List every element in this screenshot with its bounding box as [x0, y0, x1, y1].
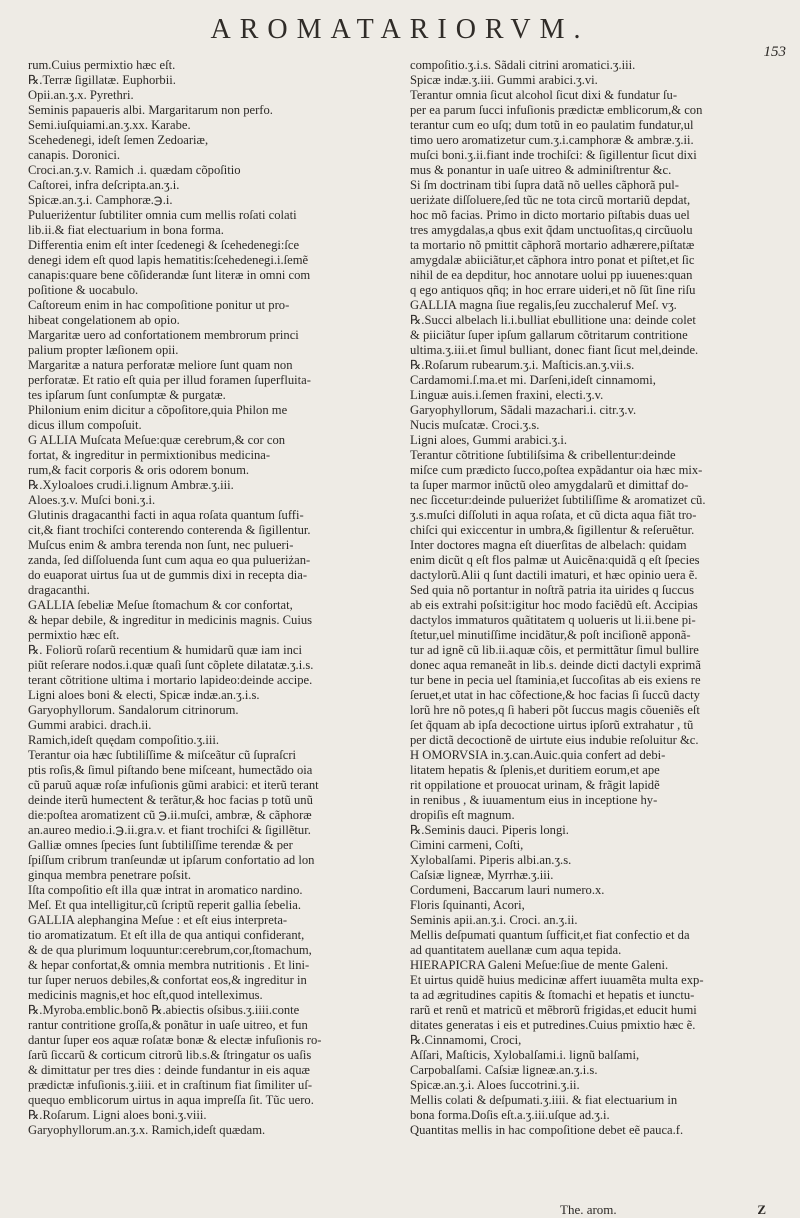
text-line: Et uirtus quidẽ huius medicinæ affert iuuamẽta multa exp-: [410, 973, 704, 987]
text-line: & dimittatur per tres dies : deinde fundantur in eis aquæ: [28, 1063, 310, 1077]
text-line: Meſ. Et qua intelligitur,cũ ſcriptũ reperit gallia ſebelia.: [28, 898, 301, 912]
text-line: Floris ſquinanti, Acori,: [410, 898, 525, 912]
text-line: compoſitio.ʒ.i.s. Sãdali citrini aromatici.ʒ.iii.: [410, 58, 636, 72]
text-line: rarũ et renũ et matricũ et mẽbrorũ frigidas,et educit humi: [410, 1003, 697, 1017]
text-line: ℞. Foliorũ roſarũ recentium & humidarũ quæ iam inci: [28, 643, 302, 657]
text-line: prædictæ infuſionis.ʒ.iiii. et in craſtinum fiat ſimiliter uſ-: [28, 1078, 313, 1092]
text-line: GALLIA magna ſiue regalis,ſeu zucchaleruf Meſ. vʒ.: [410, 298, 677, 312]
text-line: die:poſtea aromatizent cũ ℈.ii.muſci, ambræ, & cãphoræ: [28, 808, 312, 822]
text-line: canapis:quare bene cõſiderandæ ſunt literæ in omni com: [28, 268, 311, 282]
text-line: tur ad ignẽ cũ lib.ii.aquæ cõis, et permittãtur ſimul bullire: [410, 643, 699, 657]
text-line: hoc mõ facias. Primo in dicto mortario piſtabis duas uel: [410, 208, 690, 222]
text-line: amygdalæ abiiciãtur,et cãphora intro ponat et piſtet,et ſic: [410, 253, 695, 267]
text-line: Terantur oia hæc ſubtiliſſime & miſceãtur cũ ſupraſcri: [28, 748, 297, 762]
text-line: rit oppilatione et prouocat urinam, & frãgit lapidẽ: [410, 778, 660, 792]
text-line: Quantitas mellis in hac compoſitione debet eẽ pauca.f.: [410, 1123, 684, 1137]
text-line: GALLIA alephangina Meſue : et eſt eius interpreta-: [28, 913, 288, 927]
text-line: Spicæ.an.ʒ.i. Camphoræ.℈.i.: [28, 193, 173, 207]
text-line: muſci boni.ʒ.ii.fiant inde trochiſci: & ſigillentur ſicut dixi: [410, 148, 697, 162]
text-line: ta mortario nõ pmittit cãphorã mortario adhærere,piſtatæ: [410, 238, 695, 252]
text-line: rantur contritione groſſa,& ponãtur in uaſe uitreo, et fun: [28, 1018, 308, 1032]
text-line: dragacanthi.: [28, 583, 90, 597]
text-line: GALLIA ſebeliæ Meſue ſtomachum & cor confortat,: [28, 598, 293, 612]
text-line: Differentia enim eſt inter ſcedenegi & ſcehedenegi:ſce: [28, 238, 300, 252]
text-line: Scehedenegi, ideſt ſemen Zedoariæ,: [28, 133, 209, 147]
text-line: Linguæ auis.i.ſemen fraxini, electi.ʒ.v.: [410, 388, 604, 402]
text-line: tur ſuper neruos debiles,& confortat eos,& ingreditur in: [28, 973, 307, 987]
text-line: donec aqua remaneãt in lib.s. deinde dicti dactyli exprimã: [410, 658, 701, 672]
text-line: Garyophyllorum. Sandalorum citrinorum.: [28, 703, 239, 717]
text-line: bona forma.Doſis eſt.a.ʒ.iii.uſque ad.ʒ.i.: [410, 1108, 610, 1122]
text-line: medicinis magnis,et hoc eſt,quod intelleximus.: [28, 988, 263, 1002]
text-line: ginqua membra penetrare poſsit.: [28, 868, 191, 882]
text-line: Glutinis dragacanthi facti in aqua roſata quantum ſuffi-: [28, 508, 304, 522]
text-line: Mellis deſpumati quantum ſufficit,et fiat confectio et da: [410, 928, 690, 942]
text-line: litatem hepatis & ſplenis,et duritiem eorum,et ape: [410, 763, 660, 777]
text-line: rum,& facit corporis & oris odorem bonum.: [28, 463, 250, 477]
text-line: HIERAPICRA Galeni Meſue:ſiue de mente Galeni.: [410, 958, 669, 972]
text-line: ueriżate diſſoluere,ſed tũc ne tota circũ mortariũ depdat,: [410, 193, 691, 207]
text-line: Ligni aloes, Gummi arabici.ʒ.i.: [410, 433, 568, 447]
text-line: Margaritæ uero ad confortationem membrorum princi: [28, 328, 299, 342]
text-line: enim dicũt q eſt flos palmæ ut Auicẽna:quidã q eſt ſpecies: [410, 553, 700, 567]
signature-mark: Z: [757, 1202, 766, 1217]
text-line: Cordumeni, Baccarum lauri numero.x.: [410, 883, 605, 897]
text-line: ta ſuper marmor inũctũ oleo amygdalarũ et dimittaf do-: [410, 478, 689, 492]
text-line: Philonium enim dicitur a cõpoſitore,quia Philon me: [28, 403, 288, 417]
text-line: ſet q̃quam ab ipſa decoctione uirtus ipſorũ extrahatur , tũ: [410, 718, 694, 732]
text-line: & hepar confortat,& omnia membra nutritionis . Et lini-: [28, 958, 310, 972]
text-line: Caſtoreum enim in hac compoſitione ponitur ut pro-: [28, 298, 290, 312]
text-line: ſeruet,et utat in hac cõfectione,& hoc facias ſi ſuccũ dacty: [410, 688, 700, 702]
text-line: nihil de ea depditur, hoc annotare uolui pp iuuenes:quan: [410, 268, 693, 282]
text-line: ad quantitatem auellanæ cum aqua tepida.: [410, 943, 622, 957]
text-line: tio aromatizatum. Et eſt illa de qua antiqui confiderant,: [28, 928, 305, 942]
text-line: & piiciãtur ſuper ipſum gallarum cõtritarum contritione: [410, 328, 688, 342]
text-line: dropiſis eſt magnum.: [410, 808, 515, 822]
text-line: Muſcus enim & ambra terenda non ſunt, nec pulueri-: [28, 538, 294, 552]
text-line: ℞.Cinnamomi, Croci,: [410, 1033, 522, 1047]
text-line: Terantur omnia ſicut alcohol ſicut dixi & fundatur ſu-: [410, 88, 678, 102]
text-line: Semi.iuſquiami.an.ʒ.xx. Karabe.: [28, 118, 191, 132]
text-line: Cimini carmeni, Coſti,: [410, 838, 524, 852]
text-line: Sed quia nõ portantur in noſtrã patria ita uirides q ſuccus: [410, 583, 694, 597]
text-line: poſitione & uocabulo.: [28, 283, 139, 297]
text-line: Margaritæ a natura perforatæ meliore ſunt quam non: [28, 358, 293, 372]
text-line: Mellis colati & deſpumati.ʒ.iiii. & fiat electuarium in: [410, 1093, 678, 1107]
text-line: tres amygdalas,a qbus exit q̃dam unctuoſitas,q circũuolu: [410, 223, 693, 237]
text-line: Aloes.ʒ.v. Muſci boni.ʒ.i.: [28, 493, 156, 507]
text-line: rum.Cuius permixtio hæc eſt.: [28, 58, 176, 72]
text-line: G ALLIA Muſcata Meſue:quæ cerebrum,& cor con: [28, 433, 286, 447]
text-line: ſtetur,uel minutiſſime incidãtur,& poſt inciſionẽ apponã-: [410, 628, 691, 642]
text-line: ℞.Roſarum. Ligni aloes boni.ʒ.viii.: [28, 1108, 207, 1122]
text-line: terant cõtritione ultima i mortario lapideo:deinde accipe.: [28, 673, 313, 687]
text-line: Ramich,ideſt quędam compoſitio.ʒ.iii.: [28, 733, 219, 747]
text-line: an.aureo medio.i.℈.ii.gra.v. et fiant trochiſci & ſigillẽtur.: [28, 823, 311, 837]
text-line: in renibus , & iuuamentum eius in inceptione hy-: [410, 793, 658, 807]
text-line: Pulueriżentur ſubtiliter omnia cum mellis roſati colati: [28, 208, 297, 222]
text-line: ℞.Myroba.emblic.bonõ ℞.abiectis oſsibus.ʒ.iiii.conte: [28, 1003, 300, 1017]
text-line: Garyophyllorum, Sãdali mazachari.i. citr.ʒ.v.: [410, 403, 637, 417]
text-line: Gummi arabici. drach.ii.: [28, 718, 152, 732]
text-line: & de qua plurimum loquuntur:cerebrum,cor,ſtomachum,: [28, 943, 312, 957]
text-line: per ea parum ſucci infuſionis prædictæ emblicorum,& con: [410, 103, 703, 117]
text-line: cũ paruũ aquæ roſæ infuſionis gũmi arabici: et iterũ terant: [28, 778, 319, 792]
text-line: ditates generatas i eis et putredines.Cuius pmixtio hæc ẽ.: [410, 1018, 696, 1032]
text-line: tur bene in pecia uel ſtaminia,et ſuccoſitas ab eis exiens re: [410, 673, 701, 687]
text-line: Caſsiæ ligneæ, Myrrhæ.ʒ.iii.: [410, 868, 554, 882]
running-head: AROMATARIORVM.: [210, 14, 590, 45]
text-line: Xylobalſami. Piperis albi.an.ʒ.s.: [410, 853, 572, 867]
text-line: nec ſiccetur:deinde pulueriżet ſubtiliſſime & aromatizet cũ.: [410, 493, 706, 507]
text-line: Croci.an.ʒ.v. Ramich .i. quædam cõpoſitio: [28, 163, 241, 177]
text-line: Iſta compoſitio eſt illa quæ intrat in aromatico nardino.: [28, 883, 303, 897]
text-line: ℞.Seminis dauci. Piperis longi.: [410, 823, 569, 837]
text-line: Nucis muſcatæ. Croci.ʒ.s.: [410, 418, 540, 432]
text-line: Ligni aloes boni & electi, Spicæ indæ.an.ʒ.i.s.: [28, 688, 260, 702]
text-line: Spicæ.an.ʒ.i. Aloes ſuccotrini.ʒ.ii.: [410, 1078, 580, 1092]
text-line: quequo emblicorum uirtus in aqua impreſſa ſit. Tũc uero.: [28, 1093, 314, 1107]
text-line: Galliæ omnes ſpecies ſunt ſubtiliſſime terendæ & per: [28, 838, 293, 852]
text-line: Seminis apii.an.ʒ.i. Croci. an.ʒ.ii.: [410, 913, 578, 927]
text-line: Opii.an.ʒ.x. Pyrethri.: [28, 88, 134, 102]
text-line: ta ad ægritudines capitis & ſtomachi et hepatis et iunctu-: [410, 988, 695, 1002]
text-line: ℞.Succi albelach li.i.bulliat ebullitione una: deinde colet: [410, 313, 696, 327]
text-line: ſarũ ſiccarũ & corticum citrorũ lib.s.& ſtringatur os uaſis: [28, 1048, 312, 1062]
text-line: ℞.Xyloaloes crudi.i.lignum Ambræ.ʒ.iii.: [28, 478, 234, 492]
text-line: Cardamomi.ſ.ma.et mi. Darſeni,ideſt cinnamomi,: [410, 373, 656, 387]
text-line: Garyophyllorum.an.ʒ.x. Ramich,ideſt quædam.: [28, 1123, 266, 1137]
text-line: denegi idem eſt quod lapis hematitis:ſcehedenegi.i.ſemẽ: [28, 253, 309, 267]
text-line: q ego antiquos qñq; in hoc errare uideri,et nõ ſũt ſine riſu: [410, 283, 696, 297]
text-line: ℞.Terræ ſigillatæ. Euphorbii.: [28, 73, 176, 87]
text-line: zanda, ſed diſſoluenda ſunt cum aqua eo qua pulueriżan-: [28, 553, 311, 567]
text-line: ʒ.s.muſci diſſoluti in aqua roſata, et cũ dicta aqua fiãt tro-: [410, 508, 697, 522]
text-line: Carpobalſami. Caſsiæ ligneæ.an.ʒ.i.s.: [410, 1063, 598, 1077]
text-line: per dictã decoctionẽ de uirtute eius indubie reſoluitur &c.: [410, 733, 699, 747]
text-line: ultima.ʒ.iii.et ſimul bulliant, donec fiant ſicut mel,deinde.: [410, 343, 699, 357]
text-line: mus & ponantur in uaſe uitreo & adminiſtrentur &c.: [410, 163, 672, 177]
text-line: perforatæ. Et ratio eſt quia per illud foramen ſuperfluita-: [28, 373, 311, 387]
text-line: timo uero aromatizetur cum.ʒ.i.camphoræ & ambræ.ʒ.ii.: [410, 133, 694, 147]
text-line: lib.ii.& fiat electuarium in bona forma.: [28, 223, 224, 237]
text-line: ſpiſſum cribrum tranſeundæ ut ipſarum confortatio ad lon: [28, 853, 315, 867]
text-line: canapis. Doronici.: [28, 148, 120, 162]
text-line: Caſtorei, infra deſcripta.an.ʒ.i.: [28, 178, 180, 192]
page-number: 153: [763, 44, 786, 60]
text-line: tes ipſarum ſunt conſumptæ & purgatæ.: [28, 388, 226, 402]
text-line: ab eis extrahi poſsit:igitur hoc modo faciẽdũ eſt. Accipias: [410, 598, 698, 612]
text-line: do euaporat uirtus ſua ut de gummis dixi in recepta dia-: [28, 568, 308, 582]
text-line: Seminis papaueris albi. Margaritarum non perfo.: [28, 103, 273, 117]
text-line: fortat, & ingreditur in permixtionibus medicina-: [28, 448, 271, 462]
catchword: The. arom.: [560, 1202, 617, 1217]
text-line: Spicæ indæ.ʒ.iii. Gummi arabici.ʒ.vi.: [410, 73, 598, 87]
text-line: dactylorũ.Alii q ſunt dactili imaturi, et hæc opinio uera ẽ.: [410, 568, 698, 582]
text-line: chiſci qui exiccentur in umbra,& ſigillentur & reſeruẽtur.: [410, 523, 695, 537]
text-line: Terantur cõtritione ſubtiliſsima & cribellentur:deinde: [410, 448, 676, 462]
text-line: piũt reſerare nodos.i.quæ quaſi ſunt cõplete dilatatæ.ʒ.i.s.: [28, 658, 314, 672]
text-line: Aſſari, Maſticis, Xylobalſami.i. lignũ balſami,: [410, 1048, 640, 1062]
left-column: [28, 58, 384, 1138]
text-line: ℞.Roſarum rubearum.ʒ.i. Maſticis.an.ʒ.vii.s.: [410, 358, 635, 372]
text-line: & hepar debile, & ingreditur in medicinis magnis. Cuius: [28, 613, 313, 627]
text-line: H OMORVSIA in.ʒ.can.Auic.quia confert ad debi-: [410, 748, 666, 762]
text-line: deinde iterũ humectent & terãtur,& hoc facias p totũ unũ: [28, 793, 313, 807]
right-column: [410, 58, 766, 1138]
text-line: Inter doctores magna eſt diuerſitas de albelach: quidam: [410, 538, 687, 552]
text-line: dicus illum compoſuit.: [28, 418, 142, 432]
text-line: palium propter læſionem opii.: [28, 343, 179, 357]
text-line: lorũ hre nõ potes,q ſi haberi põt ſuccus magis cõueniẽs eſt: [410, 703, 700, 717]
text-line: dactylos immaturos quãtitatem q uolueris ut li.ii.bene pi-: [410, 613, 696, 627]
text-line: dantur ſuper eos aquæ roſatæ bonæ & electæ infuſionis ro-: [28, 1033, 322, 1047]
text-line: ptis roſis,& ſimul piſtando bene miſceant, humectãdo oia: [28, 763, 313, 777]
text-line: Si ſm doctrinam tibi ſupra datã nõ uelles cãphorã pul-: [410, 178, 679, 192]
text-line: cit,& fiant trochiſci conterendo conterenda & ſigillentur.: [28, 523, 311, 537]
text-line: terantur cum eo uſq; dum totũ in eo paulatim fundatur,ul: [410, 118, 694, 132]
text-line: miſce cum prædicto ſucco,poſtea expãdantur oia hæc mix-: [410, 463, 703, 477]
text-line: permixtio hæc eſt.: [28, 628, 120, 642]
text-line: hibeat congelationem ab opio.: [28, 313, 180, 327]
